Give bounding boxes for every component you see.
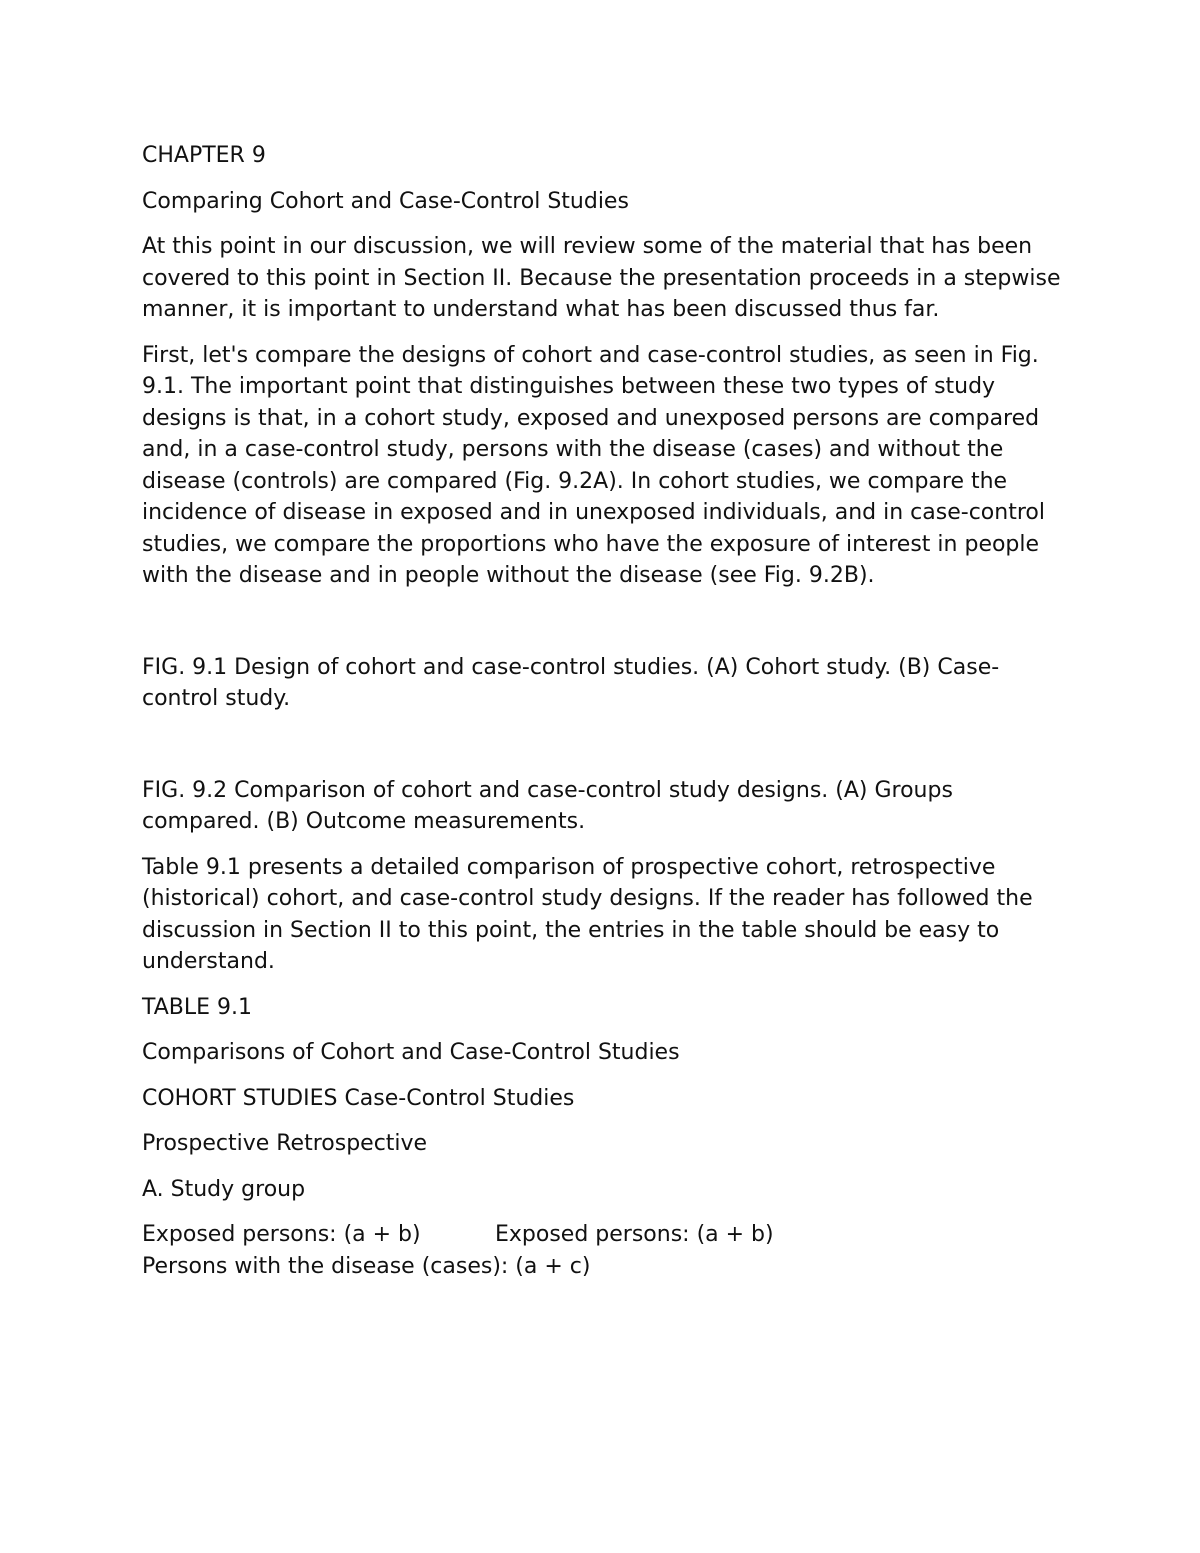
- figure-placeholder-1: [142, 606, 1062, 652]
- table-cell-case-control: Persons with the disease (cases): (a + c): [142, 1253, 591, 1279]
- chapter-label: CHAPTER 9: [142, 143, 266, 168]
- chapter-title: Comparing Cohort and Case-Control Studies: [142, 188, 629, 214]
- figure-placeholder-2: [142, 729, 1062, 775]
- table-row-study-group: [142, 1219, 1062, 1282]
- table-label: TABLE 9.1: [142, 994, 253, 1020]
- figure-9-2-caption: FIG. 9.2 Comparison of cohort and case-control study designs. (A) Groups compared. (B) Outcome measurements.: [142, 777, 953, 834]
- paragraph-table-intro: Table 9.1 presents a detailed comparison of prospective cohort, retrospective (historical) cohort, and case-control study designs. If the reader has followed the discussion in Section II to this point, the entries in the table should be easy to understand.: [142, 854, 1033, 974]
- table-section-study-group: A. Study group: [142, 1176, 306, 1202]
- table-cell-prospective: Exposed persons: (a + b): [142, 1222, 421, 1247]
- table-cell-retrospective: Exposed persons: (a + b): [495, 1222, 774, 1247]
- table-title: Comparisons of Cohort and Case-Control Studies: [142, 1040, 680, 1065]
- table-header-cohort-types: Prospective Retrospective: [142, 1131, 428, 1156]
- paragraph-design-comparison: First, let's compare the designs of cohort and case-control studies, as seen in Fig. 9.1. The important point that distinguishes between these two types of study designs is that, in a cohort study, exposed and unexposed persons are compared and, in a case-control study, persons with the disease (cases) and without the disease (controls) are compared (Fig. 9.2A). In cohort studies, we compare the incidence of disease in exposed and in unexposed individuals, and in case-control studies, we compare the proportions who have the exposure of interest in people with the disease and in people without the disease (see Fig. 9.2B).: [142, 342, 1045, 588]
- document-page: [142, 140, 1062, 1296]
- table-header-study-types: COHORT STUDIES Case-Control Studies: [142, 1085, 575, 1111]
- figure-9-1-caption: FIG. 9.1 Design of cohort and case-control studies. (A) Cohort study. (B) Case-control study.: [142, 654, 1000, 711]
- paragraph-intro: At this point in our discussion, we will review some of the material that has been covered to this point in Section II. Because the presentation proceeds in a stepwise manner, it is important to understand what has been discussed thus far.: [142, 234, 1061, 322]
